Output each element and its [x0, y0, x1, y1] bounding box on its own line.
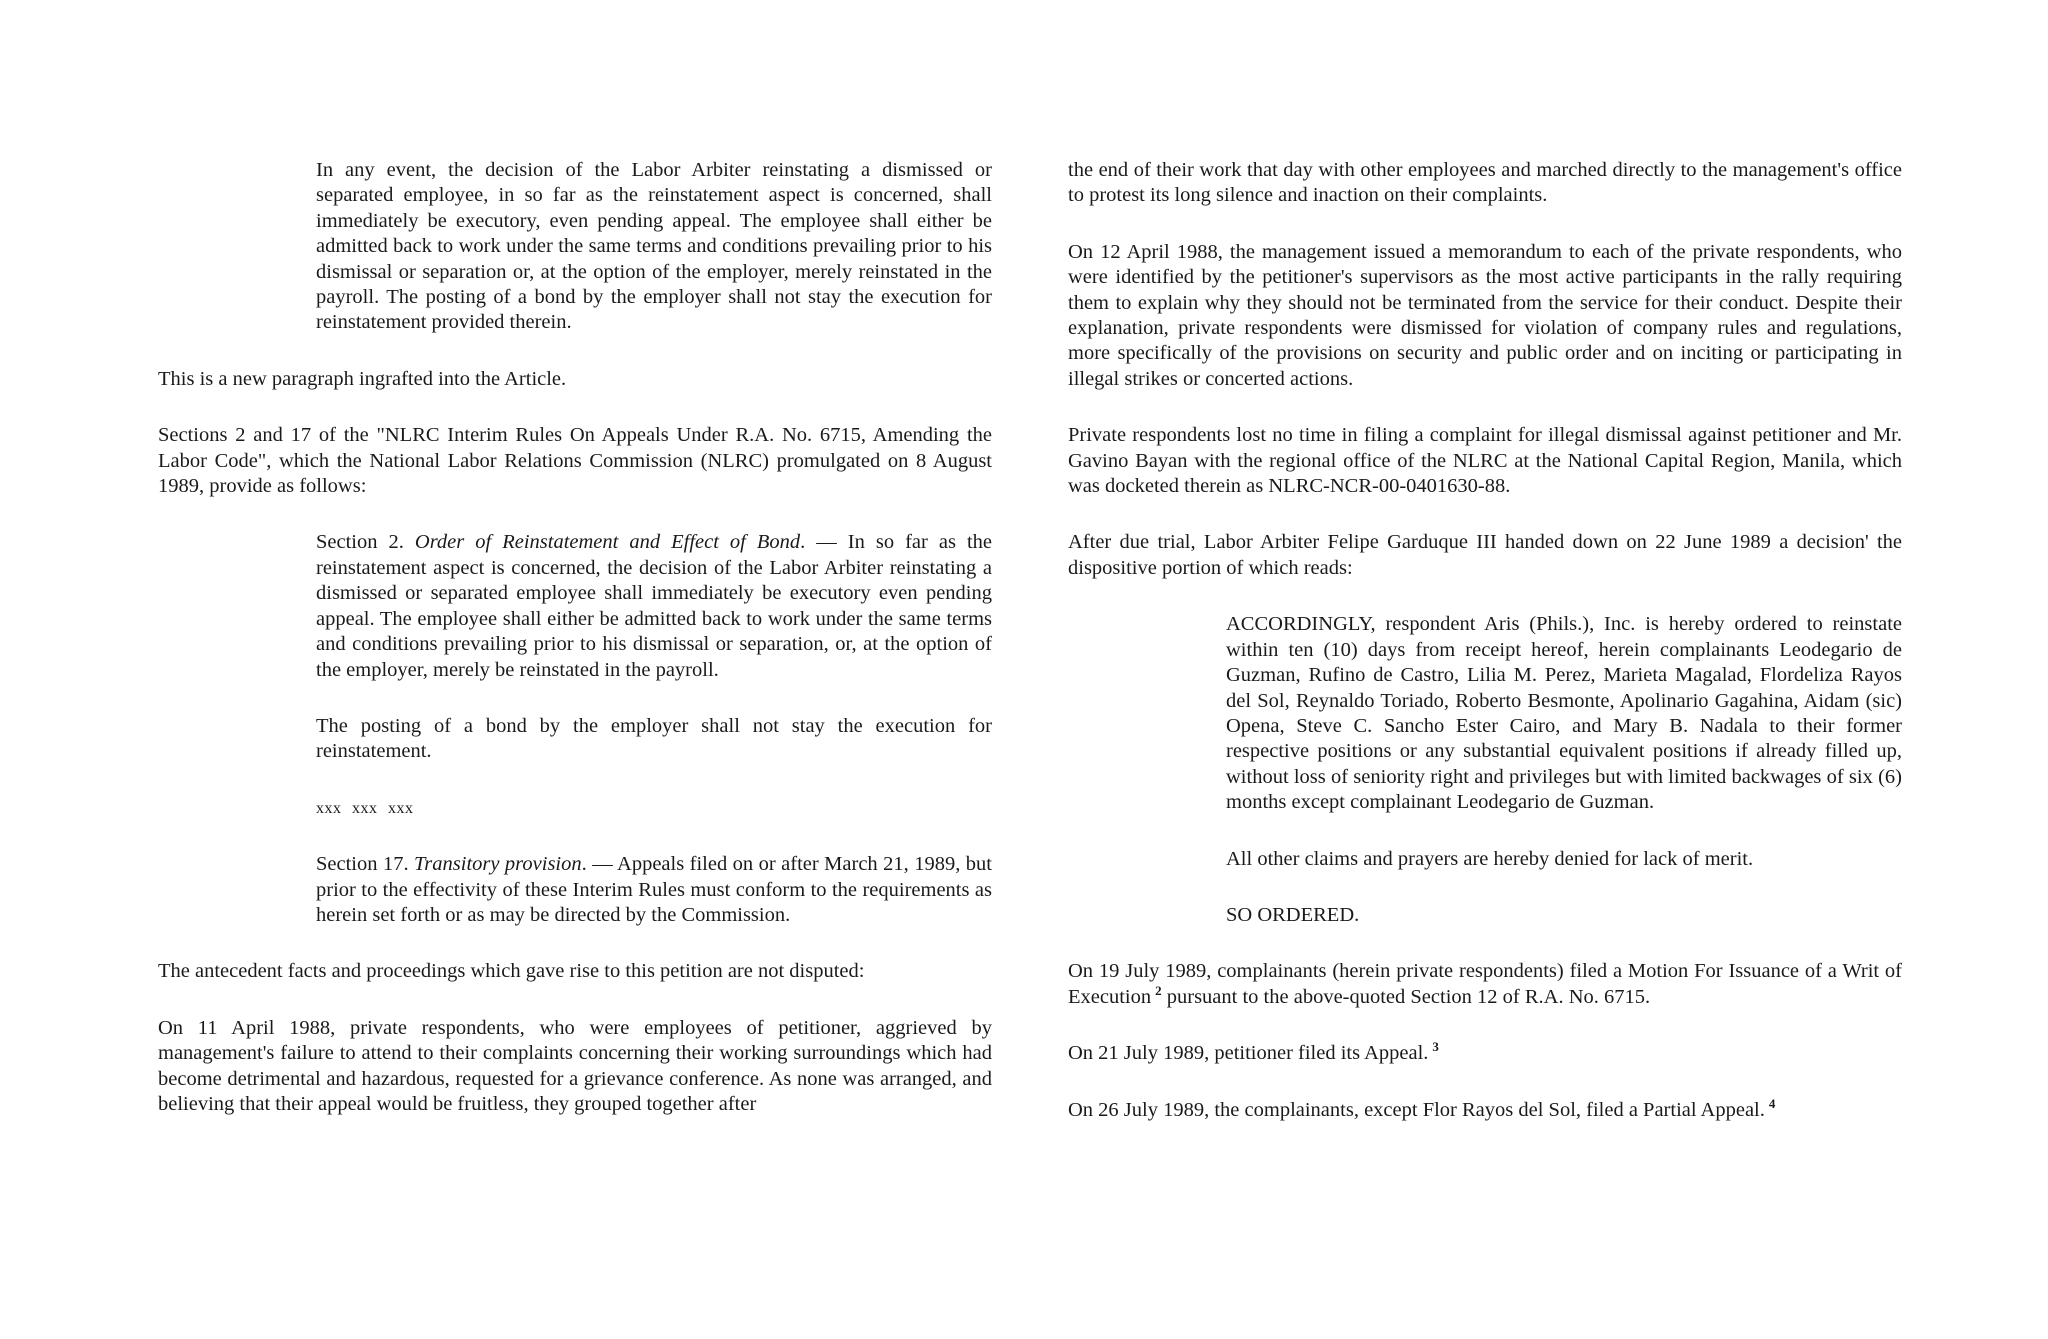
body-paragraph: After due trial, Labor Arbiter Felipe Garduque III handed down on 22 June 1989 a decision' the dispositive portion of which reads:	[1068, 531, 1902, 579]
quoted-paragraph: SO ORDERED.	[1226, 903, 1360, 926]
body-paragraph	[1068, 1095, 1902, 1123]
quoted-paragraph: The posting of a bond by the employer shall not stay the execution for reinstatement.	[316, 714, 992, 763]
right-page	[1068, 158, 1902, 1123]
paragraph-text: On 26 July 1989, the complainants, except Flor Rayos del Sol, filed a Partial Appeal.	[1068, 1098, 1765, 1121]
quoted-article-paragraph: In any event, the decision of the Labor Arbiter reinstating a dismissed or separated employee, in so far as the reinstatement aspect is concerned, shall immediately be executory, even pending appeal. The employee shall either be admitted back to work under the same terms and conditions prevailing prior to his dismissal or separation or, at the option of the employer, merely reinstated in the payroll. The posting of a bond by the employer shall not stay the execution for reinstatement provided therein.	[316, 159, 992, 334]
body-paragraph: On 11 April 1988, private respondents, who were employees of petitioner, aggrieved by management's failure to attend to their complaints concerning their working surroundings which had become detrimental and hazardous, requested for a grievance conference. As none was arranged, and believing that their appeal would be fruitless, they grouped together after	[158, 1016, 992, 1115]
left-page	[158, 158, 992, 1117]
footnote-marker[interactable]: 4	[1768, 1095, 1776, 1111]
omission-marker: xxx xxx xxx	[316, 799, 414, 817]
section-body: . — In so far as the reinstatement aspect is concerned, the decision of the Labor Arbiter reinstating a dismissed or separated employee shall immediately be executory even pending appeal. The employee shall either be admitted back to work under the same terms and conditions prevailing prior to his dismissal or separation, or, at the option of the employer, merely be reinstated in the payroll.	[316, 531, 992, 681]
paragraph-text: On 21 July 1989, petitioner filed its Appeal.	[1068, 1042, 1429, 1065]
body-paragraph: On 12 April 1988, the management issued a memorandum to each of the private respondents, who were identified by the petitioner's supervisors as the most active participants in the rally requiring them to explain why they should not be terminated from the service for their conduct. Despite their explanation, private respondents were dismissed for violation of company rules and regulations, more specifically of the provisions on security and public order and on inciting or participating in illegal strikes or concerted actions.	[1068, 240, 1902, 390]
paragraph-text: pursuant to the above-quoted Section 12 of R.A. No. 6715.	[1161, 985, 1651, 1008]
paragraph-text: On 19 July 1989, complainants (herein private respondents) filed a Motion For Issuance of a Writ of Execution	[1068, 960, 1902, 1008]
body-paragraph: Sections 2 and 17 of the "NLRC Interim Rules On Appeals Under R.A. No. 6715, Amending the Labor Code", which the National Labor Relations Commission (NLRC) promulgated on 8 August 1989, provide as follows:	[158, 424, 992, 498]
footnote-marker[interactable]: 2	[1155, 982, 1162, 998]
section-body: . — Appeals filed on or after March 21, 1989, but prior to the effectivity of these Interim Rules must conform to the requirements as herein set forth or as may be directed by the Commission.	[316, 853, 992, 926]
quoted-section-17	[316, 852, 992, 928]
body-paragraph	[1068, 1041, 1902, 1066]
section-lead: Section 17.	[316, 853, 415, 876]
body-paragraph	[1068, 959, 1902, 1010]
quoted-paragraph: All other claims and prayers are hereby denied for lack of merit.	[1226, 847, 1754, 870]
body-paragraph: Private respondents lost no time in filing a complaint for illegal dismissal against petitioner and Mr. Gavino Bayan with the regional office of the NLRC at the National Capital Region, Manila, which was docketed therein as NLRC-NCR-00-0401630-88.	[1068, 424, 1902, 498]
body-paragraph: The antecedent facts and proceedings which gave rise to this petition are not disputed:	[158, 960, 865, 983]
footnote-marker[interactable]: 3	[1432, 1039, 1439, 1055]
body-paragraph: This is a new paragraph ingrafted into the Article.	[158, 367, 567, 390]
section-title: Order of Reinstatement and Effect of Bond	[414, 531, 801, 554]
section-title: Transitory provision	[414, 853, 582, 876]
quoted-section-2	[316, 530, 992, 682]
section-lead: Section 2.	[316, 531, 415, 554]
body-paragraph: the end of their work that day with other employees and marched directly to the management's office to protest its long silence and inaction on their complaints.	[1068, 159, 1902, 207]
quoted-decision-paragraph: ACCORDINGLY, respondent Aris (Phils.), Inc. is hereby ordered to reinstate within ten (10) days from receipt hereof, herein complainants Leodegario de Guzman, Rufino de Castro, Lilia M. Perez, Marieta Magalad, Flordeliza Rayos del Sol, Reynaldo Toriado, Roberto Besmonte, Apolinario Gagahina, Aidam (sic) Opena, Steve C. Sancho Ester Cairo, and Mary B. Nadala to their former respective positions or any substantial equivalent positions if already filled up, without loss of seniority right and privileges but with limited backwages of six (6) months except complainant Leodegario de Guzman.	[1226, 613, 1902, 814]
